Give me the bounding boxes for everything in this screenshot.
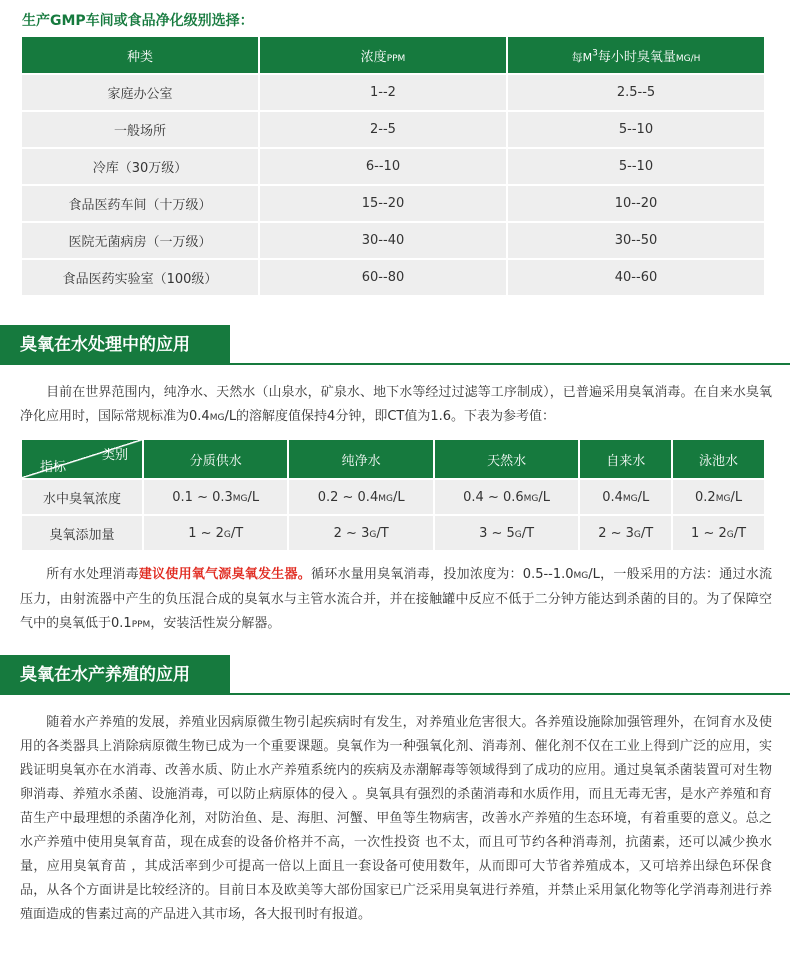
table-header-row <box>22 37 764 73</box>
cell: 食品医药实验室（100级） <box>22 260 258 295</box>
header-col: 天然水 <box>435 440 578 478</box>
cell: 10--20 <box>508 186 764 221</box>
cell: 5--10 <box>508 112 764 147</box>
gmp-level-table <box>20 35 766 297</box>
cell: 食品医药车间（十万级） <box>22 186 258 221</box>
cell: 2.5--5 <box>508 75 764 110</box>
water-reference-table <box>20 438 766 552</box>
table-row <box>22 186 764 221</box>
cell: 医院无菌病房（一万级） <box>22 223 258 258</box>
header-concentration: 浓度PPM <box>260 37 506 73</box>
table-row <box>22 112 764 147</box>
banner-divider <box>0 693 790 695</box>
cell: 0.2MG/L <box>673 480 764 514</box>
table-row <box>22 516 764 550</box>
cell: 3 ~ 5G/T <box>435 516 578 550</box>
table-row <box>22 223 764 258</box>
banner-divider <box>0 363 790 365</box>
cell: 0.2 ~ 0.4MG/L <box>289 480 432 514</box>
cell: 15--20 <box>260 186 506 221</box>
cell: 家庭办公室 <box>22 75 258 110</box>
table-row <box>22 149 764 184</box>
table-row <box>22 75 764 110</box>
water-intro-paragraph: 目前在世界范围内，纯净水、天然水（山泉水，矿泉水、地下水等经过过滤等工序制成），已普遍采用臭氧消毒。在自来水臭氧净化应用时，国际常规标准为0.4MG/L的溶解度值保持4分钟，即CT值为1.6。下表为参考值： <box>20 385 772 424</box>
section-title-gmp: 生产GMP车间或食品净化级别选择： <box>22 13 254 29</box>
aquaculture-paragraph: 随着水产养殖的发展，养殖业因病原微生物引起疾病时有发生，对养殖业危害很大。各养殖设施除加强管理外，在饲育水及使用的各类器具上消除病原微生物已成为一个重要课题。臭氧作为一种强氧化剂、消毒剂、催化剂不仅在工业上得到广泛的应用，实践证明臭氧亦在水消毒、改善水质、防止水产养殖系统内的疾病及赤潮解毒等领域得到了成功的应用。通过臭氧杀菌装置可对生物卵消毒、养殖水杀菌、设施消毒，可以防止病原体的侵入 。臭氧具有强烈的杀菌消毒和水质作用，而且无毒无害，是水产养殖和育苗生产中最理想的杀菌净化剂，对防治鱼、是、海胆、河蟹、甲鱼等生物病害，改善水产养殖的生态环境，有着重要的意义。总之水产养殖中使用臭氧育苗，现在成套的设备价格并不高，一次性投资 也不太，而且可节约各种消毒剂，抗菌素，还可以减少换水量，应用臭氧育苗 ，其成活率到少可提高一倍以上面且一套设备可使用数年，从而即可大节省养殖成本，又可培养出绿色环保食品，从各个方面讲是比较经济的。目前日本及欧美等大部份国家已广泛采用臭氧进行养殖，并禁止采用氯化物等化学消毒剂进行养殖面造成的售素过高的产品进入其市场，各大报刊时有报道。 <box>20 715 772 922</box>
header-category: 种类 <box>22 37 258 73</box>
cell: 40--60 <box>508 260 764 295</box>
section-banner-aquaculture: 臭氧在水产养殖的应用 <box>0 655 230 695</box>
header-col: 泳池水 <box>673 440 764 478</box>
cell: 2--5 <box>260 112 506 147</box>
cell: 0.1 ~ 0.3MG/L <box>144 480 287 514</box>
highlight-recommendation: 建议使用氧气源臭氧发生器。 <box>138 567 311 582</box>
cell: 2 ~ 3G/T <box>289 516 432 550</box>
water-method-paragraph: 所有水处理消毒建议使用氧气源臭氧发生器。循环水量用臭氧消毒，投加浓度为：0.5--1.0MG/L，一般采用的方法：通过水流压力，由射流器中产生的负压混合成的臭氧水与主管水流合并，并在接触罐中反应不低于二分钟方能达到杀菌的目的。为了保障空气中的臭氧低于0.1PPM，安装活性炭分解器。 <box>20 567 772 631</box>
cell: 5--10 <box>508 149 764 184</box>
cell: 2 ~ 3G/T <box>580 516 671 550</box>
cell: 冷库（30万级） <box>22 149 258 184</box>
cell: 60--80 <box>260 260 506 295</box>
table-row <box>22 260 764 295</box>
header-col: 自来水 <box>580 440 671 478</box>
cell: 0.4 ~ 0.6MG/L <box>435 480 578 514</box>
row-label: 臭氧添加量 <box>22 516 142 550</box>
section-banner-water: 臭氧在水处理中的应用 <box>0 325 230 365</box>
cell: 一般场所 <box>22 112 258 147</box>
cell: 1 ~ 2G/T <box>673 516 764 550</box>
cell: 1 ~ 2G/T <box>144 516 287 550</box>
cell: 30--50 <box>508 223 764 258</box>
row-label: 水中臭氧浓度 <box>22 480 142 514</box>
cell: 0.4MG/L <box>580 480 671 514</box>
table-row <box>22 480 764 514</box>
table-header-row <box>22 440 764 478</box>
header-ozone-amount: 每$M^3$每小时臭氧量MG/H <box>508 37 764 73</box>
header-col: 纯净水 <box>289 440 432 478</box>
header-col: 分质供水 <box>144 440 287 478</box>
cell: 6--10 <box>260 149 506 184</box>
cell: 1--2 <box>260 75 506 110</box>
cell: 30--40 <box>260 223 506 258</box>
header-corner: 类别 指标 <box>22 440 142 478</box>
